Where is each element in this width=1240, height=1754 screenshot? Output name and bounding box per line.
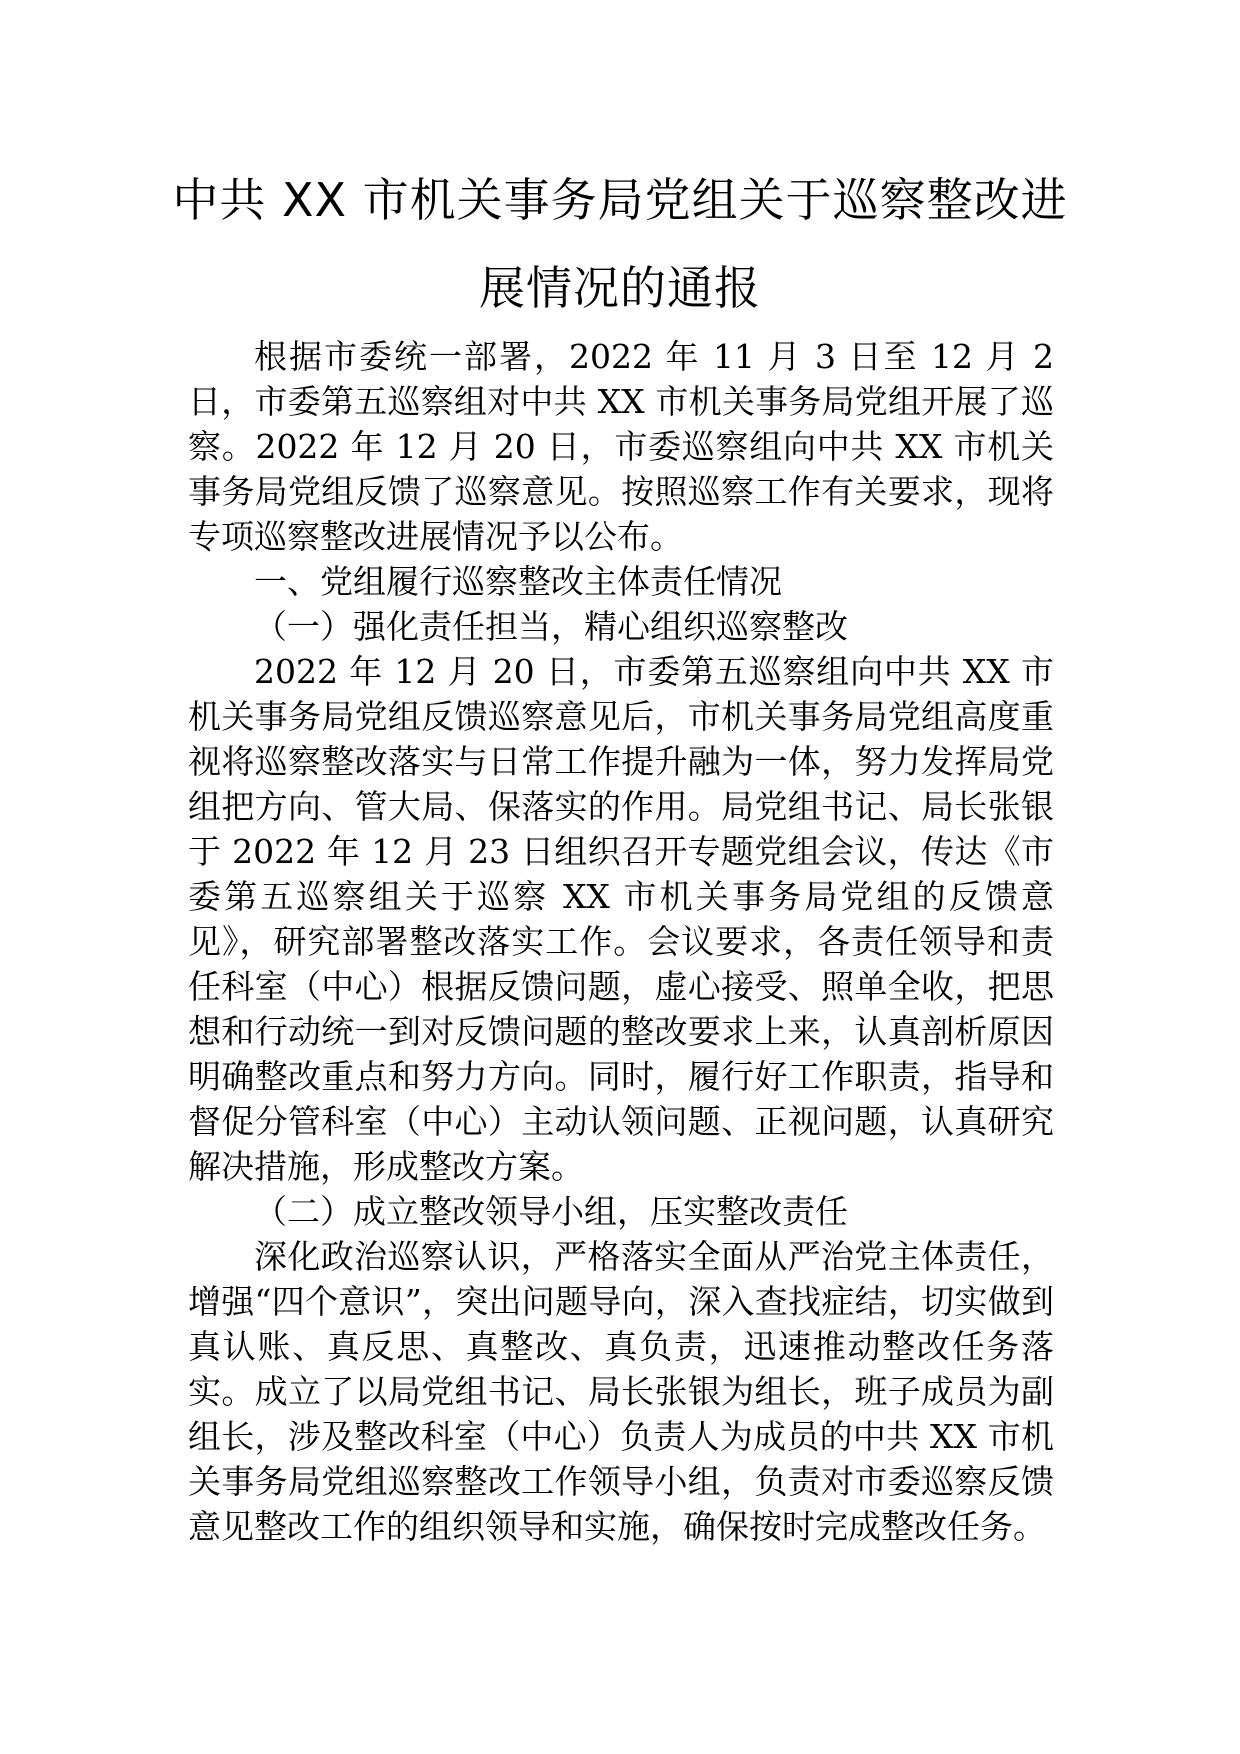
- subsection-heading-1: （一）强化责任担当，精心组织巡察整改: [254, 607, 848, 646]
- paragraph-responsibility: 2022 年 12 月 20 日，市委第五巡察组向中共 XX 市机关事务局党组反馈巡察意见后，市机关事务局党组高度重视将巡察整改落实与日常工作提升融为一体，努力发挥局党组把方向、管大局、保落实的作用。局党组书记、局长张银于 2022 年 12 月 23 日组织召开专题党组会议，传达《市委第五巡察组关于巡察 XX 市机关事务局党组的反馈意见》，研究部署整改落实工作。会议要求，各责任领导和责任科室（中心）根据反馈问题，虚心接受、照单全收，把思想和行动统一到对反馈问题的整改要求上来，认真剖析原因明确整改重点和努力方向。同时，履行好工作职责，指导和督促分管科室（中心）主动认领问题、正视问题，认真研究解决措施，形成整改方案。: [188, 652, 1054, 1186]
- paragraph-intro: 根据市委统一部署，2022 年 11 月 3 日至 12 月 2 日，市委第五巡察组对中共 XX 市机关事务局党组开展了巡察。2022 年 12 月 20 日，市委巡察组向中共 XX 市机关事务局党组反馈了巡察意见。按照巡察工作有关要求，现将专项巡察整改进展情况予以公布。: [188, 337, 1054, 556]
- paragraph-leading-group: 深化政治巡察认识，严格落实全面从严治党主体责任，增强“四个意识”，突出问题导向，深入查找症结，切实做到真认账、真反思、真整改、真负责，迅速推动整改任务落实。成立了以局党组书记、局长张银为组长，班子成员为副组长，涉及整改科室（中心）负责人为成员的中共 XX 市机关事务局党组巡察整改工作领导小组，负责对市委巡察反馈意见整改工作的组织领导和实施，确保按时完成整改任务。: [188, 1237, 1054, 1546]
- section-heading-1: 一、党组履行巡察整改主体责任情况: [254, 562, 782, 601]
- document-title-line-2: 展情况的通报: [479, 261, 761, 315]
- subsection-heading-2: （二）成立整改领导小组，压实整改责任: [254, 1192, 848, 1231]
- document-title-line-1: 中共 XX 市机关事务局党组关于巡察整改进: [172, 173, 1068, 227]
- document-body: [188, 334, 1054, 1549]
